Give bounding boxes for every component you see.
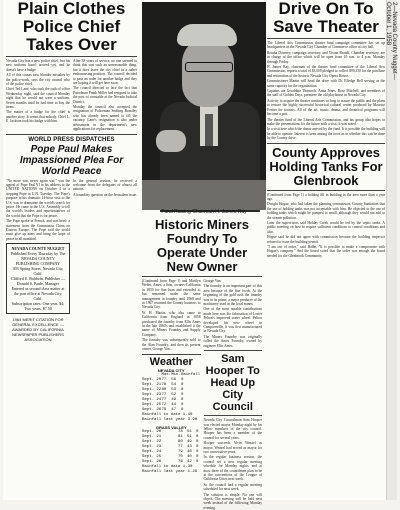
dispatch-col-b bbox=[73, 179, 137, 343]
divider bbox=[204, 415, 263, 416]
rainfall-to-date-2: Rainfall to date 1.30 bbox=[142, 464, 193, 469]
photo-caption: Fund Raising Chairman H. James Ray bbox=[161, 209, 247, 215]
weather-col-max: Max. bbox=[161, 372, 172, 377]
weather-row: Sept. 23 77 52 0 bbox=[142, 392, 184, 397]
police-continued: After 38 years of service, no one seemed to think this was such an unreasonable thing, but it does leave the city chief in a rather embarrassing position. The council decided to pass an order for another badge and they are hoping it will get here soon. bbox=[73, 59, 137, 86]
divider bbox=[142, 276, 262, 277]
police-para-2: All of this causes new blunder mistakes by the police-work, says the city council who of the police chief. bbox=[6, 73, 70, 87]
glenbrook-para-3: Later the supervisors said Holday Creek would be fed by the septic tanks. A public meeting on how to require sufficient conditions to control conditions and also. bbox=[267, 220, 385, 234]
police-para-3: Chief Ted Lane, who took the oath of office Wednesday night, said the council Monday night that he would not wear a uniform. Seven months until he had time to buy the items. bbox=[6, 87, 70, 110]
police-para-6: Monday the council also accepted the resignation of Policeman Seaborg Bomiley who has already been named to fill the vacancy. Lane's resignation is also under advisement in the department's new applications for replacement. bbox=[73, 105, 137, 132]
weather-row: Sept. 21 78 54 0 bbox=[142, 382, 184, 387]
photo-glasses bbox=[185, 62, 233, 72]
hooper-para-1: Nevada City Councilman Sam Hooper was elected mayor Monday night by his fellow members of the city council. Hooper has been a member of the council for several years. bbox=[203, 418, 262, 440]
weather-table-nevada-city bbox=[142, 373, 201, 413]
column-left bbox=[6, 0, 137, 500]
hooper-para-2: Hooper succeeds Alvin Wenzel as mayor. Wenzel had served as mayor for two consecutive years. bbox=[203, 441, 262, 454]
weather-row: Sept. 22 80 49 0 bbox=[142, 439, 199, 444]
headline-pope: Pope Paul Makes Impassioned Plea For World Peace bbox=[19, 143, 124, 177]
police-para-4: The matter of a badge for the chief is another story. It seems that nobody, Chief L. E. Jackson took his badge with him. bbox=[6, 110, 70, 124]
foundry-para-1: (Continued from Page 1) and Marilyn Weber, Ames, a firm, owners-California in 1850 for San Juan and extended it, but remained under the same management in foundry until 1968 and in 1967 returned the County business to Nevada City. bbox=[142, 279, 201, 310]
divider bbox=[142, 354, 201, 355]
police-story-columns bbox=[6, 59, 137, 132]
photo-face bbox=[182, 37, 234, 107]
photo-desk bbox=[142, 180, 266, 210]
foundry-para-6: One of the most notable contributions made here was the fabrication of Lester Pelton's improved water wheel. Pelton developed his new wheel in Camptonville, it was first manufactured in Nevada City. bbox=[203, 307, 262, 334]
divider bbox=[204, 350, 263, 351]
theater-para-4: Commissioner Martin will head the drive with Dr. Elledge Bell serving as the same capacity for the organization. bbox=[267, 79, 385, 88]
weather-col-min: Min. bbox=[171, 372, 181, 377]
weather-city-1: NEVADA CITY bbox=[157, 367, 185, 373]
weather-row: Sept. 20 77 56 0 bbox=[142, 377, 184, 382]
headline-police-chief: Plain Clothes Police Chief Takes Over bbox=[17, 0, 126, 54]
column-right bbox=[267, 0, 385, 500]
theater-para-2: Reinha Downey, campaign secretary, and Vivian Brandt, Chamber secretary, are in charge of the office which will be open from 10 a.m. to 4 p.m. Monday through Friday. bbox=[267, 50, 385, 64]
foundry-para-3: The foundry was subsequently sold to the Alan Foundry, and then its present owner, George Van... bbox=[142, 338, 201, 352]
hooper-para-4: So the council had a regular meeting scheduled for next week. bbox=[203, 482, 262, 492]
divider bbox=[6, 134, 137, 135]
weather-city-2: GRASS VALLEY bbox=[155, 424, 187, 430]
weather-row: Sept. 25 72 44 0 bbox=[142, 402, 184, 407]
portrait-photo bbox=[142, 2, 266, 207]
publisher-line-4: Entered as second class matter at the post office at Nevada City, Calif. bbox=[11, 286, 65, 302]
weather-row: Sept. 26 76 42 0 bbox=[142, 459, 199, 464]
theater-para-6: Activity to acquire the theater continues so long to assure the public and the plans to restore the highly successful historical cultural center produced by Maurice Fortier for tourists. All of the art, music, drama, and theatrical programs will become a part. bbox=[267, 98, 385, 117]
glenbrook-para-2: Dwight Hogue, who had taken the planning commission, County Sanitation that the use of holding tanks was not acceptable with him. He objected to the use of holding tanks which might be pumped to small, although they would not add to the stream pollution. bbox=[267, 202, 385, 220]
weather-title: Weather bbox=[149, 355, 193, 368]
theater-para-5: Captains are Geraldine Tharnock, Anita Jones, Rose Mitchell, and members of the staff of Golden Days, premiere the old playhouse in Nevada City. bbox=[267, 89, 385, 98]
hooper-para-5: The solution is simple. No one will object. The meeting will be held next week instead of the following Monday evening. bbox=[203, 492, 262, 510]
divider bbox=[267, 143, 385, 144]
headline-glenbrook: County Approves Holding Tanks For Glenbrook bbox=[269, 144, 383, 188]
weather-row: Sept. 20 78 51 0 bbox=[142, 429, 199, 434]
merit-citation: 1964 MERIT CITATION FOR GENERAL EXCELLENCE — AWARDED BY CALIFORNIA NEWSPAPER PUBLISHERS ASSOCIATION bbox=[12, 317, 64, 343]
hooper-para-3: In the regular business session, the council set a new regular meeting schedule for Monday nights, and at most three of the councilmen plan to be at the conventions of the League of California Cities next week. bbox=[203, 455, 262, 482]
glenbrook-para-5: "I am out of order," said Halbe, "It is possible to make a compromise with Hogue's company." And the board voted that the order was enough the board needed for the Glenbrook Community. bbox=[267, 245, 385, 258]
foundry-para-4: George Van. bbox=[203, 279, 222, 283]
theater-para-7: The theater fund of the Liberal Arts Commission, and his group also hopes to make the presentations for the future with a visit, it was noted. bbox=[267, 117, 385, 126]
glenbrook-para-4: Hogue said he did not agree with commission because the building inspector refused to issue the building permit. bbox=[267, 235, 385, 244]
weather-table-grass-valley bbox=[142, 430, 201, 465]
publisher-line-3: Clifford E. Baldwin, Publisher — Donald S. Paule, Manager bbox=[11, 276, 65, 287]
foundry-col-b bbox=[204, 279, 263, 510]
divider bbox=[267, 190, 385, 191]
police-story-col-b bbox=[73, 59, 137, 132]
weather-row: Sept. 25 70 40 0 bbox=[142, 454, 199, 459]
theater-para-8: In a visit here which the donor arrived by the fund. It is possible the building will be able to operate. Interest is keen among the town as to whether this can be done by the County drive. bbox=[267, 127, 385, 141]
photo-tie bbox=[205, 114, 213, 146]
dispatch-para-4: A boundary question on the Jerusalem issue. bbox=[73, 192, 137, 197]
headline-foundry: Historic Miners Foundry To Operate Under New Owner bbox=[155, 217, 249, 274]
weather-col-rain: Rainfall bbox=[180, 372, 201, 377]
dispatch-para-1: "No more war, never again war," was the appeal of Pope Paul VI in his address to the UNITED NATIONS on October 4 in a stepping Pope to U.N. Tuesday. The Pope's purpose in his dramatic 14-hour visit to the U.S. was to dramatize the world's search for peace. He came to the U.S. Assembly to tell the world's leaders and representatives of the world that the Pope is for peace. bbox=[6, 178, 70, 218]
publisher-title: NEVADA COUNTY NUGGET bbox=[11, 246, 65, 252]
dispatch-para-2: The Pope spoke in French, and was brief: a statement from the Communist China on Eastern Europe. The Pope said the world must give up arms and bring the hope of peace to all mankind. bbox=[6, 219, 70, 241]
rainfall-to-date-1: Rainfall to date 1.40 bbox=[142, 412, 193, 417]
weather-row: Sept. 21 81 51 0 bbox=[142, 434, 199, 439]
photo-hand bbox=[156, 130, 186, 152]
dispatch-col-a bbox=[6, 179, 70, 343]
weather-row: Sept. 24 79 46 0 bbox=[142, 449, 199, 454]
headline-hooper: Sam Hooper To Head Up City Council bbox=[205, 353, 260, 414]
folio-line: 2—Nevada County Nugget—October 1, 1958 bbox=[385, 2, 397, 80]
divider bbox=[6, 56, 137, 57]
rainfall-last-year-2: Rainfall last year 1.29 bbox=[142, 469, 198, 474]
dispatch-para-3: In the general session, he received a welcome from the delegates of almost all nations. bbox=[73, 178, 137, 192]
theater-para-1: The Liberal Arts Commission theater fund campaign committee has set up headquarters in the Nevada City Chamber of Commerce office at city hall. bbox=[267, 41, 385, 50]
publisher-line-5: Subscription rates: One year, $4; Two years, $7.50 bbox=[11, 301, 65, 312]
weather-row: Sept. 24 77 49 0 bbox=[142, 397, 184, 402]
theater-para-3: H. James Ray, chairman of the theater fund committee of the Liberal Arts Commission, reports a total of $3,000 pledged to collect $99,350 for the purchase and restoration of the historic Nevada City Opera House. bbox=[267, 65, 385, 78]
weather-row: Sept. 23 77 43 0 bbox=[142, 444, 199, 449]
foundry-para-7: The Miners Foundry was originally called the Ames Foundry, owned by engineer Ellis Ames. bbox=[203, 334, 262, 348]
publisher-line-2: 303 Spring Street, Nevada City, Calif. bbox=[12, 266, 64, 277]
police-para-5: The council directed to face the fact that Patrolman Frank Miller had resigned to take the post of constable at the Nevada Judicial District. bbox=[73, 86, 137, 104]
glenbrook-para-1: (Continued from Page 1) a holding fill in building in the area more than a year ago. bbox=[267, 192, 385, 201]
police-para-1: Nevada City has a new police chief, but his new uniform hasn't arrived yet, and he doesn't have a badge. bbox=[6, 59, 70, 72]
newspaper-page bbox=[3, 0, 397, 510]
divider bbox=[267, 38, 385, 39]
foundry-columns bbox=[142, 279, 262, 510]
headline-theater: Drive On To Save Theater bbox=[273, 0, 379, 36]
column-middle bbox=[142, 217, 262, 510]
dispatch-columns bbox=[6, 179, 137, 343]
photo-hair bbox=[177, 24, 237, 46]
publisher-line-1: Published Every Thursday by The NEVADA COUNTY PUBLISHING COMPANY bbox=[10, 251, 66, 267]
police-story-col-a bbox=[6, 59, 70, 132]
weather-row: Sept. 22 80 53 0 bbox=[142, 387, 184, 392]
rainfall-last-year-1: Rainfall last year 3.90 bbox=[142, 417, 198, 422]
dispatch-kicker: WORLD PRESS DISPATCHES bbox=[28, 136, 115, 143]
foundry-para-2: W. H. Martin, who also came to California from England in 1858 purchased the foundry from Ellis Ames in the late 1860's and established it the name of Miners Foundry and Supply Company. bbox=[142, 310, 201, 337]
publisher-box bbox=[6, 243, 70, 314]
foundry-para-5: The foundry is an important part of this area because of the fine foods. At the beginning of the gold rush the foundry was in its prime, a major producer of the machinery used in the local mines. bbox=[203, 284, 262, 307]
weather-row: Sept. 26 79 47 0 bbox=[142, 407, 184, 412]
foundry-col-a bbox=[142, 279, 201, 510]
